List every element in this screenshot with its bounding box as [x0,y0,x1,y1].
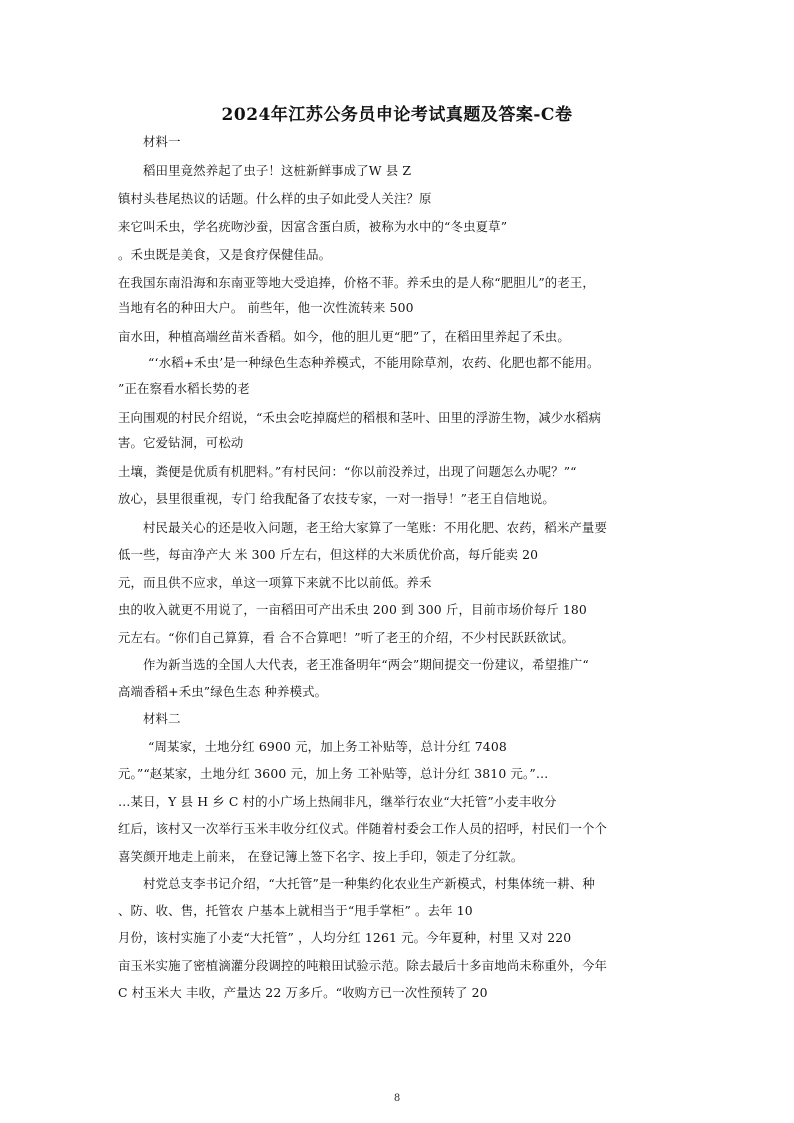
section-heading: 材料二 [143,711,181,726]
paragraph-line: 喜笑颜开地走上前来， 在登记簿上签下名字、按上手印，领走了分红款。 [118,849,524,864]
page-number: 8 [393,1093,401,1104]
paragraph-line: 当地有名的种田大户。 前些年，他一次性流转来 500 [118,300,414,315]
paragraph-line: 红后，该村又一次举行玉米丰收分红仪式。伴随着村委会工作人员的招呼，村民们一个个 [118,821,608,836]
paragraph-line: 月份，该村实施了小麦“大托管” ，人均分红 1261 元。今年夏种，村里 又对 220 [118,930,572,945]
paragraph-line: …某日，Y 县 H 乡 C 村的小广场上热闹非凡，继举行农业“大托管”小麦丰收分 [118,794,557,809]
paragraph-line: 低一些，每亩净产大 米 300 斤左右，但这样的大米质优价高，每斤能卖 20 [118,547,539,562]
paragraph-line: 村党总支李书记介绍，“大托管”是一种集约化农业生产新模式，村集体统一耕、种 [143,876,595,891]
paragraph-line: 。禾虫既是美食，又是食疗保健佳品。 [118,247,332,262]
paragraph-line: 镇村头巷尾热议的话题。什么样的虫子如此受人关注？原 [118,191,432,206]
paragraph-line: 村民最关心的还是收入问题，老王给大家算了一笔账：不用化肥、农药，稻米产量要 [143,520,608,535]
paragraph-line: 来它叫禾虫，学名疣吻沙蚕，因富含蛋白质，被称为水中的“冬虫夏草” [118,219,508,234]
paragraph-line: ”正在察看水稻长势的老 [118,381,250,396]
document-title: 2024年江苏公务员申论考试真题及答案-C卷 [221,105,573,125]
paragraph-line: “周某家，土地分红 6900 元，加上务工补贴等，总计分红 7408 [148,739,507,754]
paragraph-line: 元左右。“你们自己算算，看 合不合算吧！”听了老王的介绍，不少村民跃跃欲试。 [118,630,574,645]
paragraph-line: 王向围观的村民介绍说，“禾虫会吃掉腐烂的稻根和茎叶、田里的浮游生物，减少水稻病 [118,410,602,425]
paragraph-line: 高端香稻+禾虫”绿色生态 种养模式。 [118,684,328,699]
section-heading: 材料一 [143,134,181,149]
paragraph-line: 亩玉米实施了密植滴灌分段调控的吨粮田试验示范。除去最后十多亩地尚未称重外，今年 [118,958,608,973]
paragraph-line: 土壤，粪便是优质有机肥料。”有村民问：“你以前没养过，出现了问题怎么办呢？”“ [118,464,577,479]
paragraph-line: 在我国东南沿海和东南亚等地大受追捧，价格不菲。养禾虫的是人称“肥胆儿”的老王， [118,275,595,290]
paragraph-line: C 村玉米大 丰收，产量达 22 万多斤。“收购方已一次性预转了 20 [118,985,488,1000]
paragraph-line: 虫的收入就更不用说了，一亩稻田可产出禾虫 200 到 300 斤，目前市场价每斤 180 [118,602,587,617]
paragraph-line: 元，而且供不应求，单这一项算下来就不比以前低。养禾 [118,575,432,590]
paragraph-line: 元。”“赵某家，土地分红 3600 元，加上务 工补贴等，总计分红 3810 元。”… [118,766,549,781]
paragraph-line: 亩水田，种植高端丝苗米香稻。如今，他的胆儿更“肥”了，在稻田里养起了禾虫。 [118,329,570,344]
paragraph-line: 、防、收、售，托管农 户基本上就相当于“甩手掌柜” 。去年 10 [118,903,473,918]
paragraph-line: “‘水稻+禾虫’是一种绿色生态种养模式，不能用除草剂，农药、化肥也都不能用。 [148,355,600,370]
paragraph-line: 作为新当选的全国人大代表，老王准备明年“两会”期间提交一份建议，希望推广“ [143,657,589,672]
paragraph-line: 害。它爱钻洞，可松动 [118,435,244,450]
paragraph-line: 放心，县里很重视，专门 给我配备了农技专家，一对一指导！”老王自信地说。 [118,491,555,506]
paragraph-line: 稻田里竟然养起了虫子！这桩新鲜事成了W 县 Z [143,163,412,178]
